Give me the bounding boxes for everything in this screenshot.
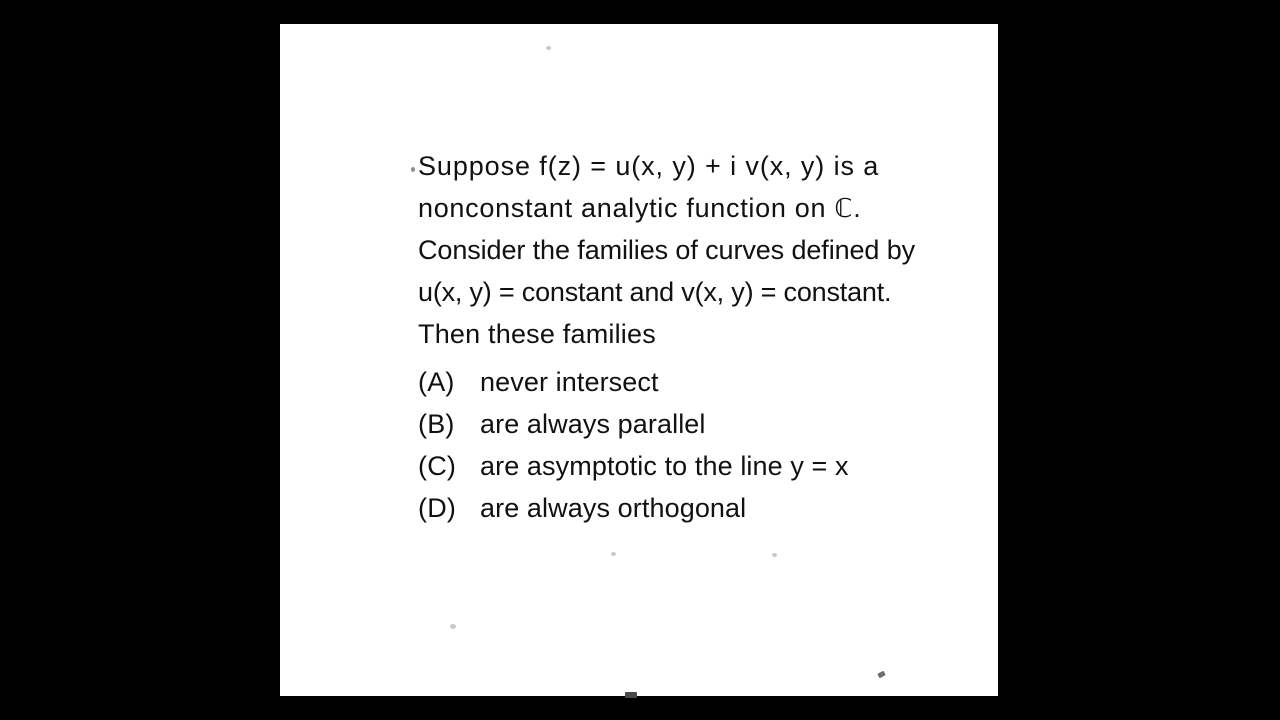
scan-speck [611,552,616,556]
question-block [418,146,978,530]
document-page [280,24,998,696]
question-line-1: Suppose f(z) = u(x, y) + i v(x, y) is a [418,151,880,181]
option-c-tag: (C) [418,450,457,481]
scan-speck [772,553,777,557]
option-b[interactable] [418,404,978,446]
option-b-label: are always parallel [480,408,706,439]
option-c[interactable] [418,446,978,488]
complex-plane-symbol: ℂ [834,193,854,224]
option-a-tag: (A) [418,366,455,397]
option-d-tag: (D) [418,492,457,523]
answer-options [418,362,978,530]
option-a[interactable] [418,362,978,404]
question-line-2 [418,188,978,230]
scan-speck [877,671,886,679]
scan-speck [450,624,456,629]
option-d-label: are always orthogonal [480,492,747,523]
option-a-label: never intersect [480,366,659,397]
option-d[interactable] [418,488,978,530]
question-line-5: Then these families [418,318,656,349]
scan-speck [625,692,637,698]
question-line-2-period: . [853,192,862,223]
question-line-3: Consider the families of curves defined by [418,234,916,265]
scan-speck [546,46,551,50]
question-stem [418,146,978,356]
question-line-2-text: nonconstant analytic function on [418,192,827,223]
question-line-4: u(x, y) = constant and v(x, y) = constant. [418,276,892,307]
option-b-tag: (B) [418,408,455,439]
option-c-label: are asymptotic to the line y = x [480,450,849,481]
scan-speck [411,167,415,172]
